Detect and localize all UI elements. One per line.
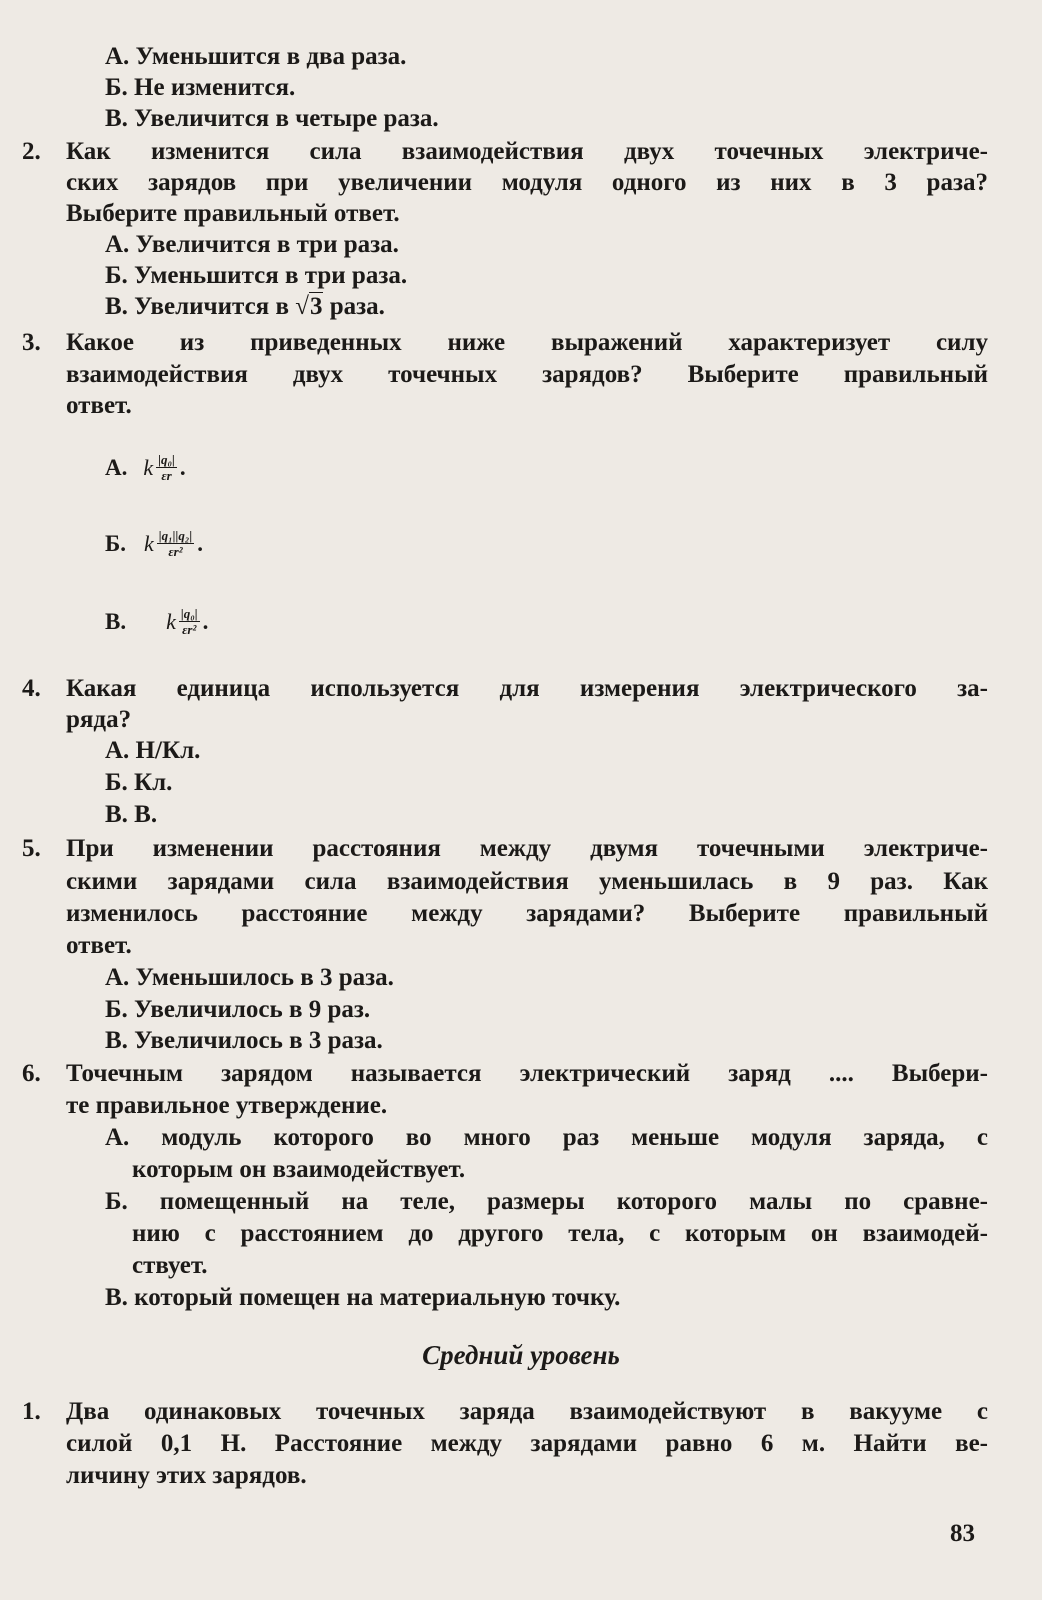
q1-answer-a: А. Уменьшится в два раза. [105,43,407,70]
q2-text-line2: ских зарядов при увеличении модуля одного из них в 3 раза? [66,169,988,196]
q3-a-fraction [156,452,177,483]
q3-c-label: В. [105,608,127,634]
q3-a-numerator: |q₀| [158,452,175,467]
q3-b-label: Б. [105,530,126,556]
q2-text-line3: Выберите правильный ответ. [66,200,400,227]
q3-a-label: А. [105,454,128,480]
q5-answer-a: А. Уменьшилось в 3 раза. [105,964,394,991]
q3-text-line3: ответ. [66,392,132,419]
m1-text-line1: Два одинаковых точечных заряда взаимодействуют в вакууме с [66,1398,988,1425]
q2-answer-c-tail: раза. [323,293,385,320]
q6-answer-a-line2: которым он взаимодействует. [132,1156,466,1183]
q3-c-denominator: εr² [182,622,197,637]
q5-number: 5. [22,835,41,862]
q3-b-fraction [157,528,195,559]
q3-number: 3. [22,329,41,356]
q5-text-line2: скими зарядами сила взаимодействия уменьшилась в 9 раз. Как [66,868,988,895]
q4-answer-c: В. В. [105,801,158,828]
m1-number: 1. [22,1398,41,1425]
q5-text-line4: ответ. [66,932,132,959]
q3-b-coef: k [143,530,154,556]
q6-answer-a-line1: А. модуль которого во много раз меньше модуля заряда, с [105,1124,988,1151]
q4-answer-b: Б. Кл. [105,769,173,796]
q5-answer-c: В. Увеличилось в 3 раза. [105,1027,383,1054]
q1-answer-c: В. Увеличится в четыре раза. [105,105,439,132]
q5-text-line3: изменилось расстояние между зарядами? Выберите правильный [66,900,988,927]
section-heading: Средний уровень [422,1340,620,1370]
sqrt-radicand: 3 [309,293,323,320]
q3-c-fraction [179,606,200,637]
q4-answer-a: А. Н/Кл. [105,737,201,764]
q3-a-denominator: εr [161,468,172,483]
q5-answer-b: Б. Увеличилось в 9 раз. [105,996,371,1023]
q3-a-coef: k [143,454,154,480]
q2-answer-a: А. Увеличится в три раза. [105,231,399,258]
q2-answer-c [105,292,385,322]
q3-a-dot: . [179,454,186,480]
q4-text-line1: Какая единица используется для измерения электрического за- [66,675,988,702]
q3-text-line2: взаимодействия двух точечных зарядов? Выберите правильный [66,361,988,388]
q3-answer-a [105,452,186,483]
q6-answer-b-line1: Б. помещенный на теле, размеры которого малы по сравне- [105,1188,988,1215]
m1-text-line2: силой 0,1 Н. Расстояние между зарядами равно 6 м. Найти ве- [66,1430,988,1457]
q6-text-line1: Точечным зарядом называется электрический заряд .... Выбери- [66,1060,988,1087]
m1-text-line3: личину этих зарядов. [66,1462,307,1489]
q6-text-line2: те правильное утверждение. [66,1092,388,1119]
sqrt-sign: √3 [295,293,323,320]
q3-answer-b [105,528,203,559]
q3-c-coef: k [166,608,176,634]
q3-c-dot: . [202,608,209,634]
q2-answer-b: Б. Уменьшится в три раза. [105,262,408,289]
q2-text-line1: Как изменится сила взаимодействия двух точечных электриче- [66,138,988,165]
q1-answer-b: Б. Не изменится. [105,74,296,101]
q3-b-dot: . [197,530,203,556]
q3-b-denominator: εr² [168,544,183,559]
q5-text-line1: При изменении расстояния между двумя точечными электриче- [66,835,988,862]
q6-answer-b-line3: ствует. [132,1252,208,1279]
q2-number: 2. [22,138,41,165]
q6-answer-b-line2: нию с расстоянием до другого тела, с которым он взаимодей- [132,1220,988,1247]
q3-answer-c [105,606,208,637]
q6-number: 6. [22,1060,41,1087]
q2-answer-c-text: В. Увеличится в [105,293,296,320]
q3-text-line1: Какое из приведенных ниже выражений характеризует силу [66,329,988,356]
q4-text-line2: ряда? [66,706,132,733]
page-number: 83 [950,1520,975,1547]
q4-number: 4. [22,675,41,702]
q3-c-numerator: |q₀| [180,606,198,621]
q6-answer-c: В. который помещен на материальную точку. [105,1284,621,1311]
q3-b-numerator: |q₁||q₂| [158,528,193,543]
